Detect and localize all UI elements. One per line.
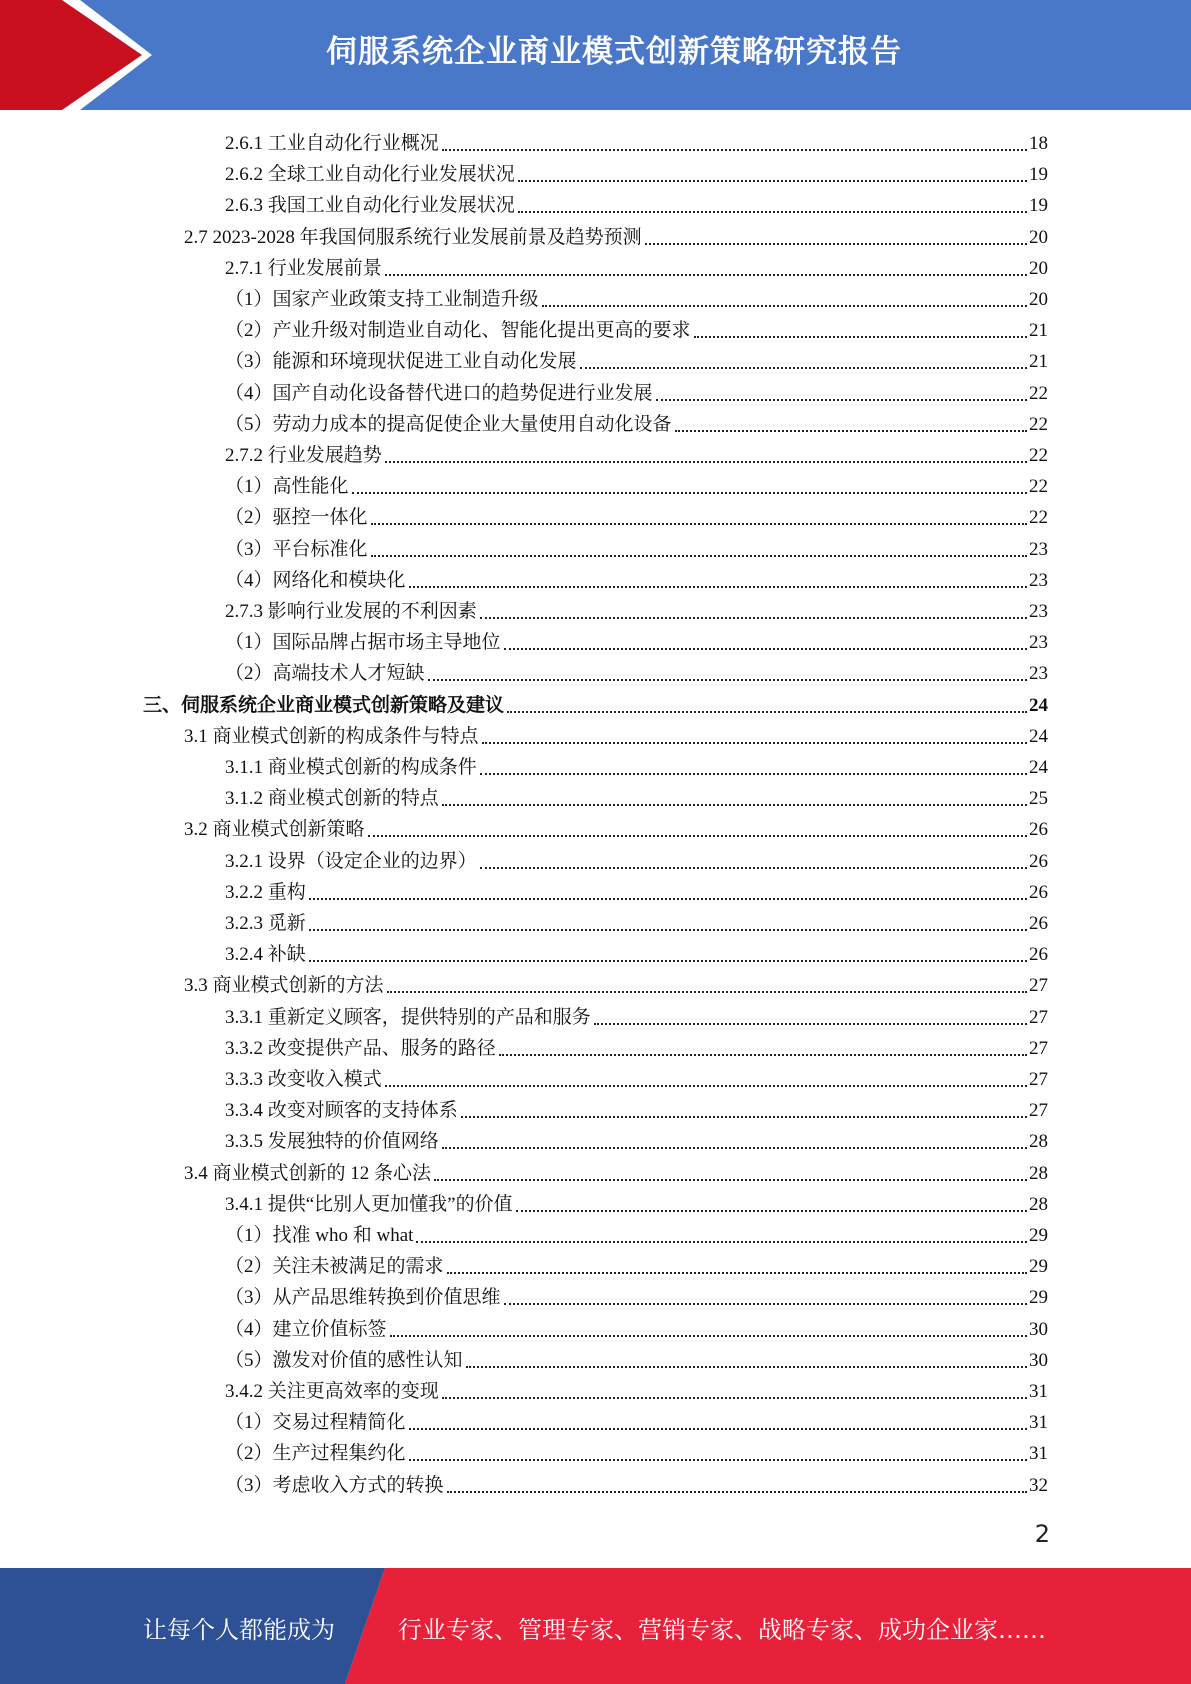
- toc-entry[interactable]: [225, 1033, 1048, 1061]
- toc-dot-leader: [371, 555, 1027, 557]
- toc-entry-page: 23: [1029, 601, 1048, 622]
- toc-dot-leader: [518, 180, 1027, 182]
- toc-entry-page: 26: [1029, 944, 1048, 966]
- toc-entry-page: 20: [1029, 289, 1048, 310]
- toc-entry-page: 27: [1029, 1069, 1048, 1090]
- toc-entry-page: 21: [1029, 320, 1048, 342]
- toc-entry[interactable]: [184, 222, 1048, 250]
- toc-dot-leader: [594, 1023, 1027, 1025]
- toc-entry-page: 19: [1029, 164, 1048, 186]
- toc-entry-label: （1）高性能化: [225, 476, 349, 498]
- toc-entry-label: 3.3.1 重新定义顾客，提供特别的产品和服务: [225, 1006, 591, 1028]
- page-footer: [0, 1568, 1191, 1684]
- toc-dot-leader: [442, 804, 1027, 806]
- toc-entry-page: 32: [1029, 1474, 1048, 1496]
- toc-entry-label: （1）国家产业政策支持工业制造升级: [225, 289, 539, 310]
- footer-slogan-left: 让每个人都能成为: [143, 1616, 335, 1644]
- toc-entry-page: 22: [1029, 476, 1048, 498]
- toc-entry-page: 28: [1029, 1131, 1048, 1153]
- toc-entry-label: 3.2.4 补缺: [225, 944, 306, 966]
- toc-dot-leader: [694, 336, 1027, 338]
- toc-entry-page: 23: [1029, 663, 1048, 685]
- report-title: 伺服系统企业商业模式创新策略研究报告: [326, 34, 902, 70]
- toc-entry-label: 3.2.1 设界（设定企业的边界）: [225, 850, 477, 872]
- toc-dot-leader: [461, 1116, 1027, 1118]
- toc-entry-label: 2.6.3 我国工业自动化行业发展状况: [225, 195, 515, 217]
- toc-entry-page: 20: [1029, 257, 1048, 279]
- toc-dot-leader: [645, 243, 1027, 245]
- toc-entry-page: 27: [1029, 1006, 1048, 1028]
- toc-entry-label: 3.4.1 提供“比别人更加懂我”的价值: [225, 1193, 513, 1215]
- page-number: 2: [1034, 1520, 1050, 1548]
- toc-entry[interactable]: [225, 128, 1048, 156]
- toc-dot-leader: [480, 617, 1027, 619]
- toc-entry-page: 27: [1029, 975, 1048, 997]
- toc-entry-label: 3.1 商业模式创新的构成条件与特点: [184, 725, 479, 747]
- toc-entry[interactable]: [225, 1407, 1048, 1435]
- toc-entry[interactable]: [225, 658, 1048, 686]
- toc-dot-leader: [482, 742, 1027, 744]
- toc-entry-page: 27: [1029, 1037, 1048, 1059]
- toc-entry-label: 3.3 商业模式创新的方法: [184, 975, 384, 997]
- toc-entry-label: （2）产业升级对制造业自动化、智能化提出更高的要求: [225, 320, 691, 342]
- toc-entry-page: 30: [1029, 1349, 1048, 1371]
- toc-entry[interactable]: [225, 378, 1048, 406]
- toc-entry-page: 28: [1029, 1193, 1048, 1215]
- toc-dot-leader: [447, 1272, 1027, 1274]
- toc-entry-page: 23: [1029, 569, 1048, 591]
- toc-dot-leader: [580, 367, 1027, 369]
- toc-entry-label: （4）网络化和模块化: [225, 569, 406, 591]
- toc-entry[interactable]: [184, 814, 1048, 842]
- toc-entry[interactable]: [225, 502, 1048, 530]
- footer-slogan-right: 行业专家、管理专家、营销专家、战略专家、成功企业家……: [398, 1616, 1046, 1644]
- toc-dot-leader: [387, 991, 1027, 993]
- toc-entry-page: 22: [1029, 382, 1048, 404]
- toc-entry-page: 23: [1029, 632, 1048, 654]
- toc-dot-leader: [675, 430, 1027, 432]
- toc-dot-leader: [507, 711, 1027, 713]
- toc-entry-label: （4）建立价值标签: [225, 1318, 387, 1340]
- toc-entry-page: 22: [1029, 507, 1048, 529]
- toc-entry[interactable]: [225, 627, 1048, 655]
- toc-entry[interactable]: [225, 877, 1048, 905]
- toc-dot-leader: [309, 898, 1027, 900]
- toc-entry[interactable]: [225, 1126, 1048, 1154]
- toc-entry-page: 26: [1029, 913, 1048, 934]
- toc-entry[interactable]: [225, 846, 1048, 874]
- toc-dot-leader: [480, 773, 1027, 775]
- toc-entry-label: （5）劳动力成本的提高促使企业大量使用自动化设备: [225, 413, 672, 435]
- toc-entry[interactable]: [225, 939, 1048, 967]
- toc-entry-label: 3.2 商业模式创新策略: [184, 819, 365, 841]
- toc-entry[interactable]: [184, 1158, 1048, 1186]
- toc-dot-leader: [371, 523, 1027, 525]
- toc-entry-page: 19: [1029, 195, 1048, 217]
- toc-entry[interactable]: [225, 1220, 1048, 1248]
- toc-entry[interactable]: [225, 783, 1048, 811]
- toc-dot-leader: [466, 1366, 1027, 1368]
- toc-entry-label: （3）平台标准化: [225, 538, 368, 560]
- toc-entry[interactable]: [225, 1095, 1048, 1123]
- page-header: [0, 0, 1191, 110]
- toc-entry[interactable]: [184, 970, 1048, 998]
- toc-entry[interactable]: [225, 190, 1048, 218]
- toc-entry[interactable]: [225, 1376, 1048, 1404]
- toc-entry-label: （4）国产自动化设备替代进口的趋势促进行业发展: [225, 382, 653, 404]
- toc-entry[interactable]: [225, 1002, 1048, 1030]
- toc-entry-label: （2）关注未被满足的需求: [225, 1256, 444, 1278]
- toc-entry-page: 29: [1029, 1225, 1048, 1246]
- toc-dot-leader: [516, 1210, 1027, 1212]
- toc-entry[interactable]: [225, 1282, 1048, 1310]
- toc-entry[interactable]: [225, 315, 1048, 343]
- toc-dot-leader: [542, 305, 1027, 307]
- toc-entry[interactable]: [143, 690, 1048, 718]
- toc-entry[interactable]: [225, 1438, 1048, 1466]
- toc-entry[interactable]: [184, 721, 1048, 749]
- toc-entry-label: 3.3.3 改变收入模式: [225, 1069, 382, 1090]
- toc-dot-leader: [409, 586, 1027, 588]
- toc-entry-label: 2.7 2023-2028 年我国伺服系统行业发展前景及趋势预测: [184, 226, 642, 248]
- toc-entry-label: 3.2.3 觅新: [225, 913, 306, 934]
- toc-dot-leader: [385, 461, 1027, 463]
- toc-entry-page: 26: [1029, 881, 1048, 903]
- toc-dot-leader: [409, 1459, 1027, 1461]
- toc-entry-page: 18: [1029, 133, 1048, 154]
- toc-entry-label: 2.6.2 全球工业自动化行业发展状况: [225, 164, 515, 186]
- toc-entry-page: 28: [1029, 1162, 1048, 1184]
- toc-entry[interactable]: [225, 1345, 1048, 1373]
- toc-entry[interactable]: [225, 1314, 1048, 1342]
- toc-entry-page: 24: [1029, 725, 1048, 747]
- toc-dot-leader: [656, 399, 1027, 401]
- toc-entry[interactable]: [225, 596, 1048, 624]
- toc-entry[interactable]: [225, 1064, 1048, 1092]
- toc-entry-label: （1）交易过程精简化: [225, 1412, 406, 1434]
- toc-entry-label: 2.7.1 行业发展前景: [225, 257, 382, 279]
- toc-entry-label: （3）能源和环境现状促进工业自动化发展: [225, 351, 577, 373]
- toc-entry-label: （5）激发对价值的感性认知: [225, 1349, 463, 1371]
- toc-entry-page: 25: [1029, 788, 1048, 810]
- toc-entry[interactable]: [225, 1189, 1048, 1217]
- toc-entry-label: 2.7.2 行业发展趋势: [225, 445, 382, 466]
- toc-dot-leader: [309, 929, 1027, 931]
- toc-entry-page: 29: [1029, 1256, 1048, 1278]
- toc-entry[interactable]: [225, 346, 1048, 374]
- toc-dot-leader: [409, 1428, 1027, 1430]
- toc-dot-leader: [442, 1397, 1027, 1399]
- toc-entry[interactable]: [225, 1470, 1048, 1498]
- toc-entry-label: （2）驱控一体化: [225, 507, 368, 529]
- toc-entry-label: 三、伺服系统企业商业模式创新策略及建议: [143, 694, 505, 716]
- toc-entry-label: 2.6.1 工业自动化行业概况: [225, 133, 439, 154]
- toc-entry[interactable]: [225, 565, 1048, 593]
- toc-entry-label: 2.7.3 影响行业发展的不利因素: [225, 601, 477, 622]
- toc-entry-page: 31: [1029, 1381, 1048, 1402]
- toc-dot-leader: [442, 1147, 1027, 1149]
- toc-entry-label: 3.3.5 发展独特的价值网络: [225, 1131, 439, 1153]
- toc-entry[interactable]: [225, 440, 1048, 468]
- toc-entry-page: 23: [1029, 538, 1048, 560]
- toc-entry-page: 21: [1029, 351, 1048, 373]
- toc-entry-page: 27: [1029, 1100, 1048, 1122]
- toc-entry[interactable]: [225, 471, 1048, 499]
- toc-dot-leader: [390, 1335, 1027, 1337]
- toc-entry-label: 3.2.2 重构: [225, 881, 306, 903]
- toc-dot-leader: [368, 835, 1027, 837]
- toc-dot-leader: [447, 1491, 1027, 1493]
- toc-entry[interactable]: [225, 159, 1048, 187]
- toc-dot-leader: [416, 1241, 1027, 1243]
- toc-entry[interactable]: [225, 284, 1048, 312]
- toc-entry-page: 31: [1029, 1443, 1048, 1465]
- toc-dot-leader: [518, 211, 1027, 213]
- toc-entry[interactable]: [225, 253, 1048, 281]
- toc-dot-leader: [385, 1085, 1027, 1087]
- toc-dot-leader: [499, 1054, 1027, 1056]
- toc-dot-leader: [309, 960, 1027, 962]
- toc-dot-leader: [480, 867, 1027, 869]
- toc-entry-label: 3.3.2 改变提供产品、服务的路径: [225, 1037, 496, 1059]
- toc-entry[interactable]: [225, 908, 1048, 936]
- toc-entry-label: （1）国际品牌占据市场主导地位: [225, 632, 501, 654]
- toc-dot-leader: [434, 1179, 1027, 1181]
- toc-entry-page: 22: [1029, 413, 1048, 435]
- toc-entry-label: （2）生产过程集约化: [225, 1443, 406, 1465]
- toc-entry-label: 3.4 商业模式创新的 12 条心法: [184, 1162, 432, 1184]
- toc-entry-page: 24: [1029, 757, 1048, 778]
- toc-dot-leader: [504, 1303, 1027, 1305]
- toc-dot-leader: [352, 492, 1027, 494]
- toc-entry-page: 30: [1029, 1318, 1048, 1340]
- toc-dot-leader: [442, 149, 1027, 151]
- toc-entry-page: 20: [1029, 226, 1048, 248]
- toc-entry-label: 3.4.2 关注更高效率的变现: [225, 1381, 439, 1402]
- toc-entry-page: 31: [1029, 1412, 1048, 1434]
- toc-entry[interactable]: [225, 534, 1048, 562]
- toc-dot-leader: [504, 648, 1027, 650]
- toc-entry-label: （2）高端技术人才短缺: [225, 663, 425, 685]
- toc-entry-page: 22: [1029, 445, 1048, 466]
- toc-entry-page: 29: [1029, 1287, 1048, 1309]
- toc-entry-page: 26: [1029, 819, 1048, 841]
- toc-entry[interactable]: [225, 1251, 1048, 1279]
- toc-entry-page: 24: [1029, 694, 1048, 716]
- toc-entry-label: 3.1.2 商业模式创新的特点: [225, 788, 439, 810]
- toc-dot-leader: [428, 679, 1027, 681]
- toc-entry-label: 3.3.4 改变对顾客的支持体系: [225, 1100, 458, 1122]
- toc-dot-leader: [385, 274, 1027, 276]
- toc-entry[interactable]: [225, 409, 1048, 437]
- toc-entry-label: （3）从产品思维转换到价值思维: [225, 1287, 501, 1309]
- toc-entry-label: （1）找准 who 和 what: [225, 1225, 414, 1246]
- toc-entry-page: 26: [1029, 850, 1048, 872]
- toc-entry-label: （3）考虑收入方式的转换: [225, 1474, 444, 1496]
- toc-entry-label: 3.1.1 商业模式创新的构成条件: [225, 757, 477, 778]
- toc-entry[interactable]: [225, 752, 1048, 780]
